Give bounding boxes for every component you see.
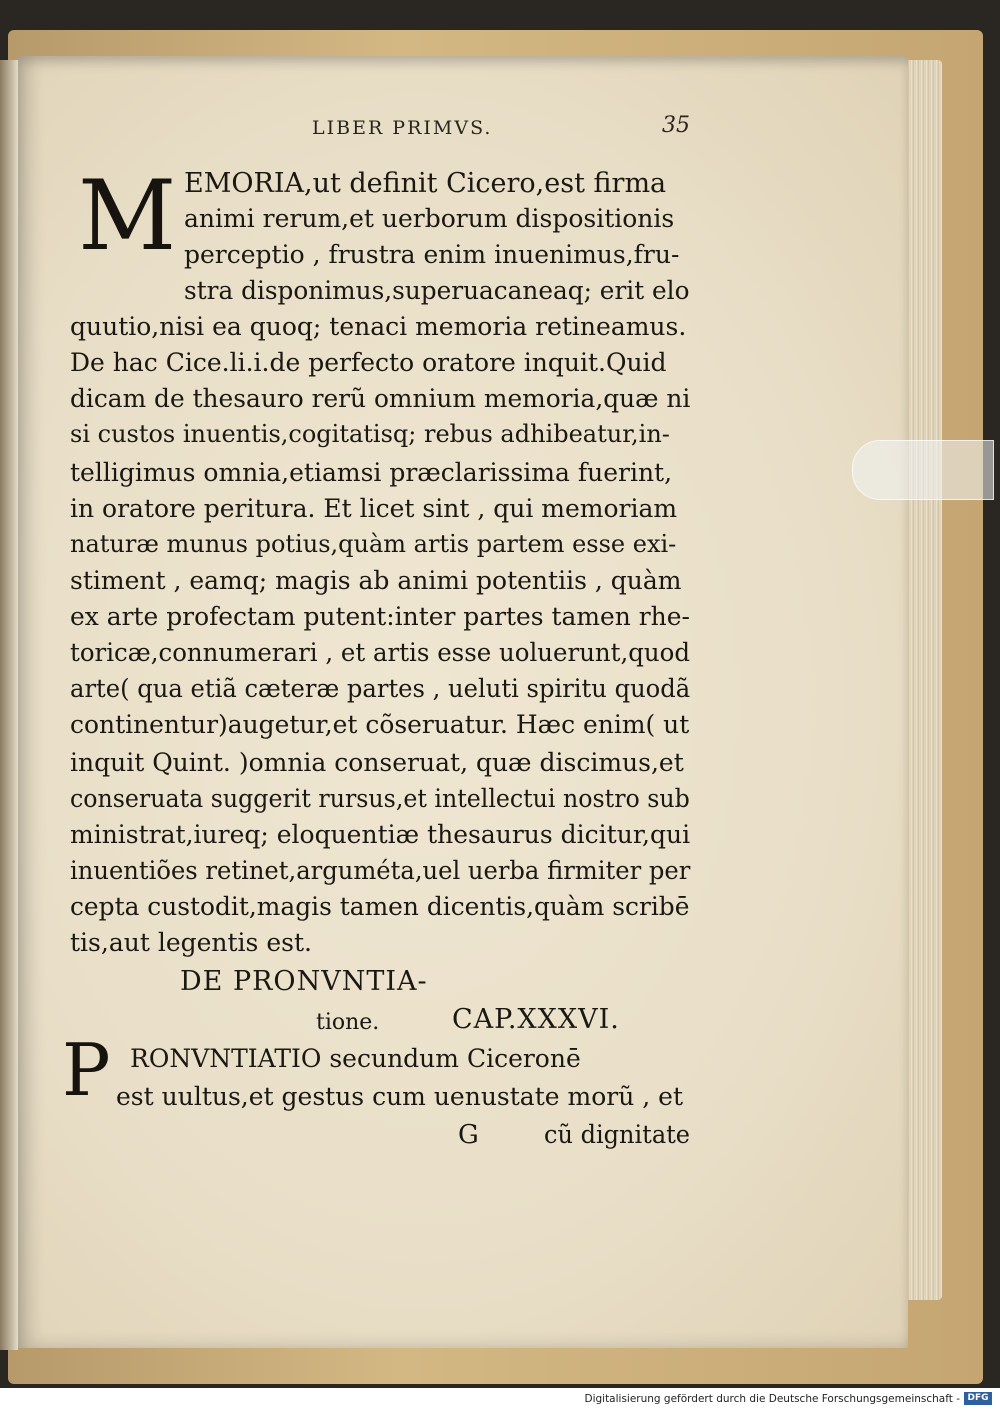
text-line: stiment , eamq; magis ab animi potentiis , quàm <box>70 566 682 595</box>
page-number: 35 <box>662 113 690 138</box>
text-line: telligimus omnia,etiamsi præclarissima fuerint, <box>70 458 673 487</box>
text-line: si custos inuentis,cogitatisq; rebus adhibeatur,in- <box>70 420 670 448</box>
text-line: dicam de thesauro rerũ omnium memoria,quæ ni <box>70 384 691 413</box>
chapter-heading: DE PRONVNTIA- <box>180 966 428 997</box>
signature-mark: G <box>458 1120 479 1150</box>
text-line: ex arte profectam putent:inter partes tamen rhe- <box>70 602 690 631</box>
funding-credit: Digitalisierung gefördert durch die Deutsche Forschungsgemeinschaft - <box>584 1393 960 1405</box>
text-line: tis,aut legentis est. <box>70 928 312 957</box>
drop-cap-initial: M <box>78 160 177 272</box>
chapter-number: CAP.XXXVI. <box>452 1004 620 1035</box>
page-tab-marker <box>852 440 994 500</box>
text-line: stra disponimus,superuacaneaq; erit elo <box>184 276 690 305</box>
dfg-logo: DFG <box>964 1392 992 1405</box>
text-line: cepta custodit,magis tamen dicentis,quàm scribē <box>70 892 690 921</box>
text-line: toricæ,connumerari , et artis esse uoluerunt,quod <box>70 638 691 667</box>
text-line: quutio,nisi ea quoq; tenaci memoria retineamus. <box>70 312 687 341</box>
drop-cap-initial: P <box>62 1028 111 1112</box>
text-line: perceptio , frustra enim inuenimus,fru- <box>184 240 680 269</box>
text-line: ministrat,iureq; eloquentiæ thesaurus dicitur,qui <box>70 820 691 849</box>
text-line: naturæ munus potius,quàm artis partem esse exi- <box>70 530 677 558</box>
running-head: LIBER PRIMVS. <box>312 117 493 139</box>
text-line: in oratore peritura. Et licet sint , qui memoriam <box>70 494 678 523</box>
catchword: cũ dignitate <box>544 1120 691 1149</box>
text-line: EMORIA,ut definit Cicero,est firma <box>184 168 667 199</box>
text-line: est uultus,et gestus cum uenustate morũ , et <box>116 1082 683 1111</box>
text-line: De hac Cice.li.i.de perfecto oratore inquit.Quid <box>70 348 667 377</box>
text-line: conseruata suggerit rursus,et intellectui nostro sub <box>70 784 690 813</box>
facing-page-edge <box>0 60 18 1350</box>
text-line: inquit Quint. )omnia conseruat, quæ discimus,et <box>70 748 684 777</box>
text-line: animi rerum,et uerborum dispositionis <box>184 204 675 233</box>
text-line: arte( qua etiã cæteræ partes , ueluti spiritu quodã <box>70 674 691 703</box>
text-line: RONVNTIATIO secundum Ciceronē <box>130 1044 581 1073</box>
text-line: continentur)augetur,et cõseruatur. Hæc enim( ut <box>70 710 690 739</box>
text-line: inuentiões retinet,arguméta,uel uerba firmiter per <box>70 856 691 885</box>
chapter-heading-tail: tione. <box>316 1010 380 1035</box>
